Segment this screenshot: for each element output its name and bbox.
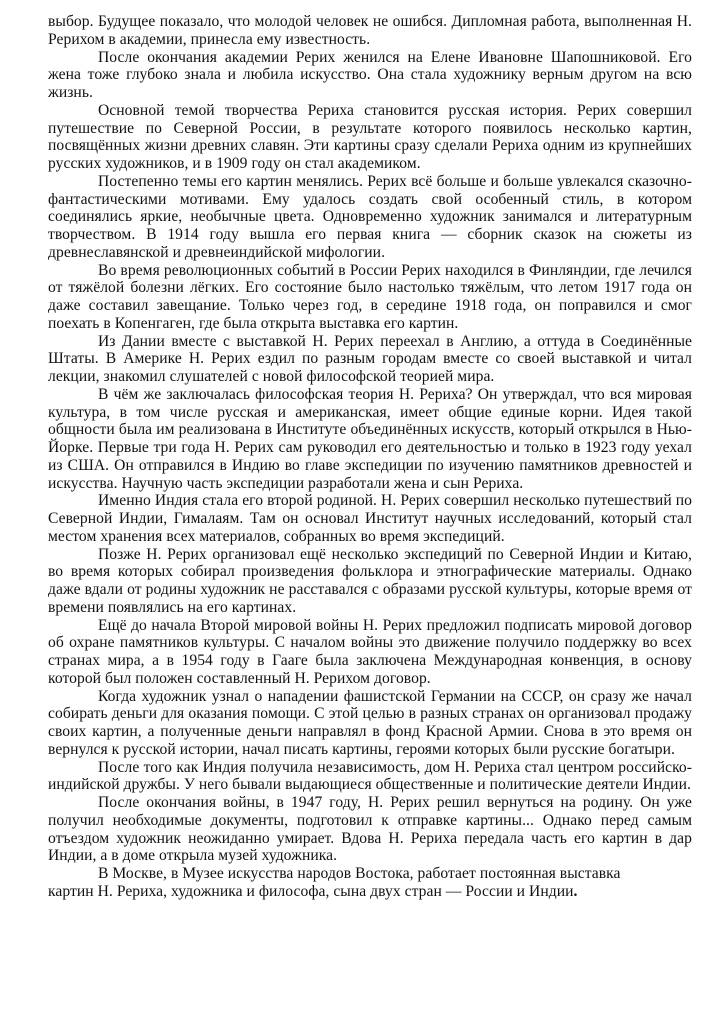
paragraph-7: В чём же заключалась философская теория Н. Рериха? Он утверждал, что вся мировая культура, в том числе русская и американская, имеет общие единые корни. Идея такой общности была им реализована в Институте объединённых искусств, который открылся в Нью-Йорке. Первые три года Н. Рерих сам руководил его деятельностью и только в 1923 году уехал из США. Он отправился в Индию во главе экспедиции по изучению памятников древностей и искусства. Научную часть экспедиции разработали жена и сын Рериха. (48, 385, 692, 492)
paragraph-3: Основной темой творчества Рериха становится русская история. Рерих совершил путешествие по Северной России, в результате которого появилось несколько картин, посвящённых жизни древних славян. Эти картины сразу сделали Рериха одним из крупнейших русских художников, и в 1909 году он стал академиком. (48, 101, 692, 172)
paragraph-14-ending: . (573, 882, 578, 900)
paragraph-14 (48, 865, 692, 901)
paragraph-11: Когда художник узнал о нападении фашистской Германии на СССР, он сразу же начал собирать деньги для оказания помощи. С этой целью в разных странах он организовал продажу своих картин, а полученные деньги направлял в фонд Красной Армии. Снова в это время он вернулся к русской истории, начал писать картины, героями которых были русские богатыри. (48, 687, 692, 758)
paragraph-6: Из Дании вместе с выставкой Н. Рерих переехал в Англию, а оттуда в Соединённые Штаты. В Америке Н. Рерих ездил по разным городам вместе со своей выставкой и читал лекции, знакомил слушателей с новой философской теорией мира. (48, 332, 692, 385)
paragraph-13: После окончания войны, в 1947 году, Н. Рерих решил вернуться на родину. Он уже получил необходимые документы, подготовил к отправке картины... Однако перед самым отъездом художник неожиданно умирает. Вдова Н. Рериха передала часть его картин в дар Индии, а в доме открыла музей художника. (48, 794, 692, 865)
paragraph-9: Позже Н. Рерих организовал ещё несколько экспедиций по Северной Индии и Китаю, во время которых собирал произведения фольклора и этнографические материалы. Однако даже вдали от родины художник не расставался с образами русской культуры, которые время от времени появлялись на его картинах. (48, 545, 692, 616)
document-page (48, 13, 692, 901)
paragraph-5: Во время революционных событий в России Рерих находился в Финляндии, где лечился от тяжёлой болезни лёгких. Его состояние было настолько тяжёлым, что летом 1917 года он даже составил завещание. Только через год, в середине 1918 года, он поправился и смог поехать в Копенгаген, где была открыта выставка его картин. (48, 261, 692, 332)
paragraph-14-text: В Москве, в Музее искусства народов Востока, работает постоянная выставка картин Н. Рериха, художника и философа, сына двух стран — России и Индии (48, 865, 621, 900)
paragraph-12: После того как Индия получила независимость, дом Н. Рериха стал центром российско-индийской дружбы. У него бывали выдающиеся общественные и политические деятели Индии. (48, 758, 692, 794)
paragraph-1: выбор. Будущее показало, что молодой человек не ошибся. Дипломная работа, выполненная Н. Рерихом в академии, принесла ему известность. (48, 13, 692, 48)
paragraph-8: Именно Индия стала его второй родиной. Н. Рерих совершил несколько путешествий по Северной Индии, Гималаям. Там он основал Институт научных исследований, который стал местом хранения всех материалов, собранных во время экспедиций. (48, 492, 692, 545)
paragraph-2: После окончания академии Рерих женился на Елене Ивановне Шапошниковой. Его жена тоже глубоко знала и любила искусство. Она стала художнику верным другом на всю жизнь. (48, 48, 692, 101)
paragraph-4: Постепенно темы его картин менялись. Рерих всё больше и больше увлекался сказочно-фантастическими мотивами. Ему удалось создать свой особенный стиль, в котором соединялись яркие, необычные цвета. Одновременно художник занимался и литературным творчеством. В 1914 году вышла его первая книга — сборник сказок на сюжеты из древнеславянской и древнеиндийской мифологии. (48, 172, 692, 261)
paragraph-10: Ещё до начала Второй мировой войны Н. Рерих предложил подписать мировой договор об охране памятников культуры. С началом войны это движение получило поддержку во всех странах мира, а в 1954 году в Гааге была заключена Международная конвенция, в основу которой был положен составленный Н. Рерихом договор. (48, 616, 692, 687)
